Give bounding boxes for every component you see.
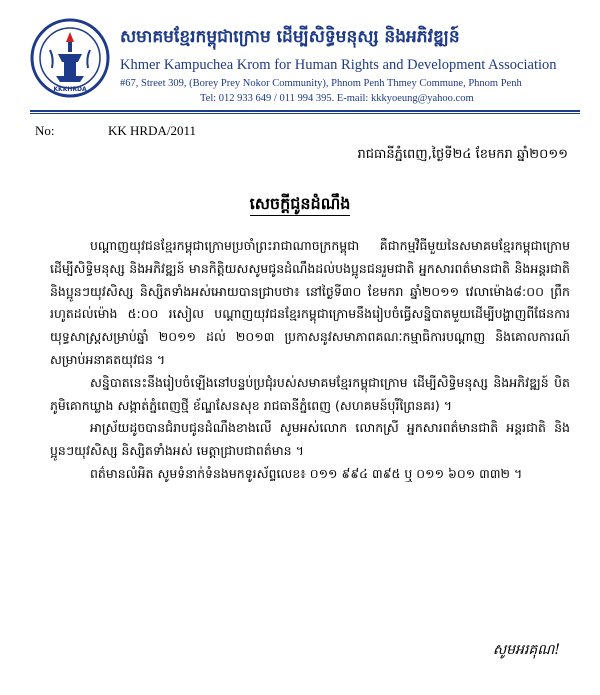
header-divider-thin [30,113,580,114]
closing-signature: សូមអរគុណ! [492,642,560,658]
document-title [0,193,600,217]
document-body [50,235,570,486]
org-name-english: Khmer Kampuchea Krom for Human Rights and Development Association [120,57,557,73]
body-paragraph: បណ្ដាញយុវជនខ្មែរកម្ពុជាក្រោមប្រចាំព្រះរាជាណាចក្រកម្ពុជា គឺជាកម្មវិធីមួយនៃសមាគមខ្មែរកម្ពុជាក្រោម ដើម្បីសិទ្ធិមនុស្ស និងអភិវឌ្ឍន៍ មានកិត្តិយសសូមជូនដំណឹងដល់បងប្អូនជនរួមជាតិ អ្នកសារពត៌មានជាតិ និងអន្តរជាតិ និងប្អូនៗយុវសិស្ស និស្សិតទាំងអស់អោយបានជ្រាបថា៖ នៅថ្ងៃទី៣០ ខែមករា ឆ្នាំ២០១១ វេលាម៉ោង៨:០០ ព្រឹករហូតដល់ម៉ោង ៥:០០ រសៀល បណ្ដាញយុវជនខ្មែរកម្ពុជាក្រោមនឹងរៀបចំធ្វើសន្និបាតមួយដើម្បីបង្ហាញពីផែនការយុទ្ធសាស្ត្រសម្រាប់ឆ្នាំ ២០១១ ដល់ ២០១៣ ប្រកាសនូវសមាភាពគណៈកម្មាធិការបណ្ដាញ និងគោលការណ៍សម្រាប់អនាគតយុវជន ។ [50,238,570,367]
reference-label: No: [35,123,55,138]
body-paragraph: សន្និបាតនេះនឹងរៀបចំឡើងនៅបន្ទប់ប្រជុំរបស់សមាគមខ្មែរកម្ពុជាក្រោម ដើម្បីសិទ្ធិមនុស្ស និងអភិវឌ្ឍន៍ បិតភូមិគោកឃ្លាង សង្កាត់ភ្នំពេញថ្មី ខ័ណ្ឌសែនសុខ រាជធានីភ្នំពេញ (សហគមន៍បុរីព្រៃនគរ) ។ [50,374,570,413]
document-title-text: សេចក្ដីជូនដំណឹង [250,194,351,216]
header-divider [30,110,580,112]
body-paragraph: អាស្រ័យដូចបានជំរាបជូនដំណឹងខាងលើ សូមអស់លោក លោកស្រី អ្នកសារពត៌មានជាតិ អន្តរជាតិ និងប្អូនៗយុវសិស្ស និស្សិតទាំងអស់ មេត្តាជ្រាបជាពត៌មាន ។ [50,420,570,459]
org-address: #67, Street 309, (Borey Prey Nokor Community), Phnom Penh Thmey Commune, Phnom Penh [120,78,522,89]
document-date: រាជធានីភ្នំពេញ,ថ្ងៃទី២៤ ខែមករា ឆ្នាំ២០១១ [357,147,568,162]
reference-number: KK HRDA/2011 [108,123,196,138]
body-paragraph: ពត៌មានលំអិត សូមទំនាក់ទំនងមកទូរស័ព្ទលេខ៖ ០១១ ៩៩៤ ៣៩៥ ឬ ០១១ ៦០១ ៣៣២ ។ [90,465,523,481]
organization-logo [30,18,110,98]
org-contact: Tel: 012 933 649 / 011 994 395. E-mail: kkkyoeung@yahoo.com [200,93,474,104]
org-name-khmer: សមាគមខ្មែរកម្ពុជាក្រោម ដើម្បីសិទ្ធិមនុស្ស និងអភិវឌ្ឍន៍ [120,27,460,47]
logo-lettering: KKKHRDA [53,86,87,93]
